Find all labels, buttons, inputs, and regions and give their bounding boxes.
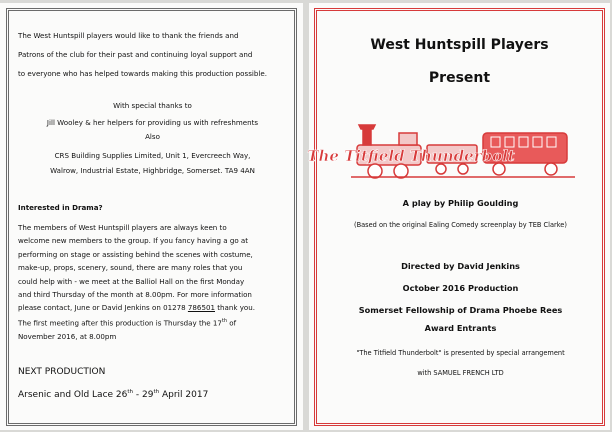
production-date: October 2016 Production [402,283,519,293]
sponsor-line: Walrow, Industrial Estate, Highbridge, Somerset. TA9 4AN [50,165,255,175]
directed-by: Directed by David Jenkins [401,261,520,271]
meeting-line [18,315,296,330]
thanks-paragraph [18,29,290,82]
train-illustration [307,115,577,185]
based-on: (Based on the original Ealing Comedy screenplay by TEB Clarke) [354,221,567,229]
train-banner-text: The Titfield Thunderbolt [307,147,515,165]
meeting-sup: th [221,317,228,324]
drama-line: and third Thursday of the month at 8.00pm. For more information [18,290,252,300]
award-line: Award Entrants [424,323,497,333]
next-mid: - 29 [133,390,154,400]
drama-heading: Interested in Drama? [18,203,103,212]
contact-line [18,301,296,314]
next-production-heading: NEXT PRODUCTION [18,367,106,377]
left-page [0,3,303,430]
arrangement-line: "The Titfield Thunderbolt" is presented by special arrangement [356,349,565,357]
drama-line: could help with - we meet at the Balliol Hall on the first Monday [18,276,245,286]
drama-paragraph [18,221,296,343]
title-line-2: Present [428,70,491,86]
thanks-line: The West Huntspill players would like to thank the friends and [18,31,239,40]
drama-line: welcome new members to the group. If you fancy having a go at [18,236,249,246]
title-line-1: West Huntspill Players [370,37,549,53]
next-production-show [18,385,208,402]
special-thanks-heading: With special thanks to [113,101,192,110]
contact-suffix: thank you. [215,303,256,313]
next-sup: th [127,389,134,395]
sponsor-line: CRS Building Supplies Limited, Unit 1, Evercreech Way, [54,150,251,160]
meeting-date-line: November 2016, at 8.00pm [18,331,117,341]
drama-line: The members of West Huntspill players are always keen to [18,223,227,232]
next-end: April 2017 [159,390,209,400]
phone-number: 786501 [187,303,215,313]
thanks-line: to everyone who has helped towards making this production possible. [18,69,267,79]
meeting-suffix: of [227,318,237,328]
next-sup: th [153,389,160,395]
play-by: A play by Philip Goulding [402,198,519,208]
samuel-french-line: with SAMUEL FRENCH LTD [417,369,504,377]
drama-line: performing on stage or assisting behind the scenes with costume, [18,249,253,259]
also-label: Also [145,132,160,142]
meeting-prefix: The first meeting after this production is Thursday the 17 [18,318,222,328]
contact-prefix: please contact, June or David Jenkins on 01278 [18,303,188,313]
next-show-title: Arsenic and Old Lace 26 [18,390,128,400]
right-page [309,3,610,430]
thanks-line: Patrons of the club for their past and continuing loyal support and [18,50,253,60]
fellowship-line: Somerset Fellowship of Drama Phoebe Rees [358,305,563,315]
special-thanks-person: Jill Wooley & her helpers for providing us with refreshments [46,118,259,128]
drama-line: make-up, props, scenery, sound, there are many roles that you [18,263,243,273]
